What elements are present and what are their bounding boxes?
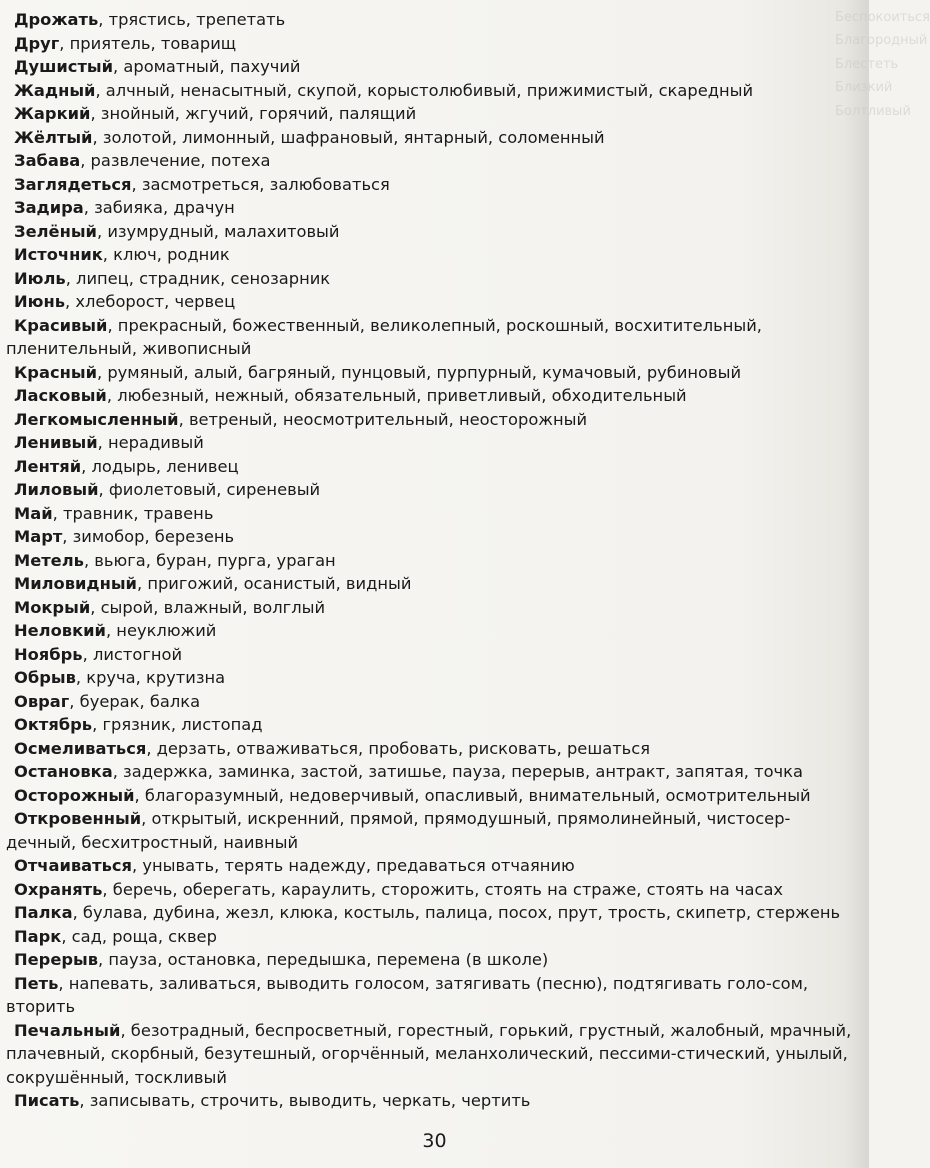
entry-headword: Зелёный xyxy=(14,221,97,241)
entry-synonyms: , алчный, ненасытный, скупой, корыстолюбивый, прижимистый, скаредный xyxy=(95,80,754,100)
dictionary-entry xyxy=(6,784,852,808)
entry-synonyms: , беречь, оберегать, караулить, сторожить, стоять на страже, стоять на часах xyxy=(102,879,784,899)
entry-synonyms: , ветреный, неосмотрительный, неосторожный xyxy=(178,409,588,429)
entry-headword: Обрыв xyxy=(14,668,76,687)
dictionary-entry xyxy=(6,878,852,902)
entry-synonyms: , забияка, драчун xyxy=(83,198,235,217)
entry-synonyms: , фиолетовый, сиреневый xyxy=(98,480,321,499)
entry-synonyms: , знойный, жгучий, горячий, палящий xyxy=(90,104,417,123)
entry-headword: Жёлтый xyxy=(14,127,93,147)
entry-synonyms: , трястись, трепетать xyxy=(98,10,286,29)
dictionary-entry xyxy=(6,102,852,126)
entry-headword: Красный xyxy=(14,362,97,382)
dictionary-entry xyxy=(6,314,852,361)
dictionary-entry xyxy=(6,502,852,526)
entry-synonyms: , любезный, нежный, обязательный, приветливый, обходительный xyxy=(106,386,687,405)
entry-synonyms: , задержка, заминка, застой, затишье, пауза, перерыв, антракт, запятая, точка xyxy=(112,762,803,781)
entry-synonyms: , развлечение, потеха xyxy=(80,151,271,170)
entry-headword: Отчаиваться xyxy=(14,856,132,875)
dictionary-entry xyxy=(6,408,852,432)
entry-synonyms: , унывать, терять надежду, предаваться отчаянию xyxy=(131,856,575,875)
entry-headword: Лиловый xyxy=(14,480,99,499)
entry-synonyms: , ароматный, пахучий xyxy=(113,57,301,76)
entry-headword: Май xyxy=(14,503,53,523)
entry-headword: Миловидный xyxy=(14,574,137,593)
dictionary-entry xyxy=(6,220,852,244)
entry-headword: Октябрь xyxy=(14,715,93,734)
entry-headword: Июль xyxy=(14,268,66,288)
entry-headword: Источник xyxy=(14,245,103,264)
entry-headword: Осторожный xyxy=(14,785,135,805)
entry-synonyms: , грязник, листопад xyxy=(92,715,263,734)
dictionary-entry xyxy=(6,243,852,267)
entry-synonyms: , румяный, алый, багряный, пунцовый, пурпурный, кумачовый, рубиновый xyxy=(96,362,742,382)
dictionary-entry xyxy=(6,32,852,56)
entry-synonyms: , благоразумный, недоверчивый, опасливый, внимательный, осмотрительный xyxy=(134,785,811,805)
entry-headword: Остановка xyxy=(14,762,113,781)
entry-synonyms: , записывать, строчить, выводить, черкать, чертить xyxy=(79,1091,531,1110)
dictionary-entry xyxy=(6,572,852,596)
entry-synonyms: , пригожий, осанистый, видный xyxy=(136,574,412,593)
entry-headword: Жадный xyxy=(14,80,96,100)
entry-synonyms: , липец, страдник, сенозарник xyxy=(65,268,331,288)
dictionary-entry xyxy=(6,807,852,854)
entry-headword: Друг xyxy=(14,33,60,53)
entry-synonyms: , золотой, лимонный, шафрановый, янтарный, соломенный xyxy=(92,127,605,147)
dictionary-entry xyxy=(6,1019,852,1090)
entry-synonyms: , сырой, влажный, волглый xyxy=(90,597,326,617)
dictionary-entry xyxy=(6,619,852,643)
dictionary-entry xyxy=(6,79,852,103)
entry-synonyms: , ключ, родник xyxy=(102,245,230,264)
dictionary-entry xyxy=(6,126,852,150)
dictionary-entry xyxy=(6,737,852,761)
entry-synonyms: , булава, дубина, жезл, клюка, костыль, палица, посох, прут, трость, скипетр, стержень xyxy=(72,903,841,922)
dictionary-entry xyxy=(6,267,852,291)
entry-headword: Лентяй xyxy=(14,456,82,476)
dictionary-entry xyxy=(6,854,852,878)
dictionary-entry xyxy=(6,925,852,949)
dictionary-entry xyxy=(6,455,852,479)
entry-synonyms: , лодырь, ленивец xyxy=(81,456,239,476)
dictionary-entry xyxy=(6,525,852,549)
entry-headword: Забава xyxy=(14,151,81,170)
entry-headword: Откровенный xyxy=(14,809,142,828)
dictionary-entry xyxy=(6,149,852,173)
entry-headword: Мокрый xyxy=(14,597,91,617)
entry-headword: Легкомысленный xyxy=(14,409,179,429)
entry-synonyms: , листогной xyxy=(82,644,183,664)
entry-synonyms: , засмотреться, залюбоваться xyxy=(131,174,390,194)
entry-headword: Печальный xyxy=(14,1020,121,1040)
entry-headword: Овраг xyxy=(14,691,70,711)
entry-synonyms: , неуклюжий xyxy=(105,621,217,640)
entry-headword: Ноябрь xyxy=(14,644,83,664)
entry-synonyms: , травник, травень xyxy=(52,503,214,523)
dictionary-entry xyxy=(6,713,852,737)
dictionary-entry xyxy=(6,431,852,455)
dictionary-entry xyxy=(6,596,852,620)
entry-synonyms: , буерак, балка xyxy=(69,691,201,711)
entry-headword: Душистый xyxy=(14,57,114,76)
dictionary-entry xyxy=(6,901,852,925)
entry-synonyms: , открытый, искренний, прямой, прямодушный, прямолинейный, чистосер-дечный, бесхитростный, наивный xyxy=(6,809,791,852)
entry-headword: Петь xyxy=(14,973,59,993)
entry-headword: Перерыв xyxy=(14,950,99,969)
entry-synonyms: , нерадивый xyxy=(97,433,204,452)
dictionary-entry xyxy=(6,948,852,972)
bleed-through-text: Беспокоиться Благородный Блестеть Близкий Болтливый xyxy=(835,10,930,119)
page-number: 30 xyxy=(422,1130,447,1152)
entry-synonyms: , безотрадный, беспросветный, горестный, горький, грустный, жалобный, мрачный, плачевный, скорбный, безутешный, огорчённый, меланхолический, пессими-стический, унылый, сокрушённый, тоскливый xyxy=(6,1020,852,1087)
entry-headword: Палка xyxy=(14,903,73,922)
entry-headword: Ленивый xyxy=(14,433,98,452)
entry-synonyms: , дерзать, отваживаться, пробовать, рисковать, решаться xyxy=(146,738,651,758)
entry-headword: Задира xyxy=(14,198,84,217)
entry-headword: Март xyxy=(14,527,63,546)
entry-headword: Июнь xyxy=(14,292,65,311)
dictionary-entry xyxy=(6,173,852,197)
entry-headword: Неловкий xyxy=(14,621,106,640)
dictionary-entry xyxy=(6,643,852,667)
dictionary-entry xyxy=(6,666,852,690)
dictionary-entry xyxy=(6,8,852,32)
entry-synonyms: , напевать, заливаться, выводить голосом, затягивать (песню), подтягивать голо-сом, вторить xyxy=(6,973,809,1016)
entry-headword: Жаркий xyxy=(14,104,91,123)
synonym-list xyxy=(6,8,852,1113)
entry-headword: Заглядеться xyxy=(14,174,132,194)
dictionary-entry xyxy=(6,690,852,714)
entry-headword: Осмеливаться xyxy=(14,738,147,758)
entry-synonyms: , изумрудный, малахитовый xyxy=(96,221,340,241)
entry-synonyms: , прекрасный, божественный, великолепный, роскошный, восхитительный, пленительный, живописный xyxy=(6,315,762,358)
entry-synonyms: , приятель, товарищ xyxy=(59,33,237,53)
entry-headword: Метель xyxy=(14,550,84,570)
dictionary-entry xyxy=(6,361,852,385)
entry-headword: Дрожать xyxy=(14,10,99,29)
dictionary-entry xyxy=(6,55,852,79)
entry-synonyms: , вьюга, буран, пурга, ураган xyxy=(83,550,336,570)
dictionary-entry xyxy=(6,972,852,1019)
entry-synonyms: , пауза, остановка, передышка, перемена (в школе) xyxy=(98,950,549,969)
entry-headword: Красивый xyxy=(14,315,108,335)
entry-headword: Писать xyxy=(14,1091,80,1110)
dictionary-entry xyxy=(6,478,852,502)
dictionary-entry xyxy=(6,384,852,408)
dictionary-entry xyxy=(6,196,852,220)
entry-headword: Парк xyxy=(14,926,62,946)
entry-synonyms: , круча, крутизна xyxy=(75,668,226,687)
entry-headword: Ласковый xyxy=(14,386,107,405)
dictionary-entry xyxy=(6,760,852,784)
dictionary-entry xyxy=(6,1089,852,1113)
entry-synonyms: , хлеборост, червец xyxy=(65,292,236,311)
entry-headword: Охранять xyxy=(14,879,103,899)
dictionary-entry xyxy=(6,549,852,573)
entry-synonyms: , сад, роща, сквер xyxy=(61,926,217,946)
dictionary-entry xyxy=(6,290,852,314)
entry-synonyms: , зимобор, березень xyxy=(62,527,235,546)
